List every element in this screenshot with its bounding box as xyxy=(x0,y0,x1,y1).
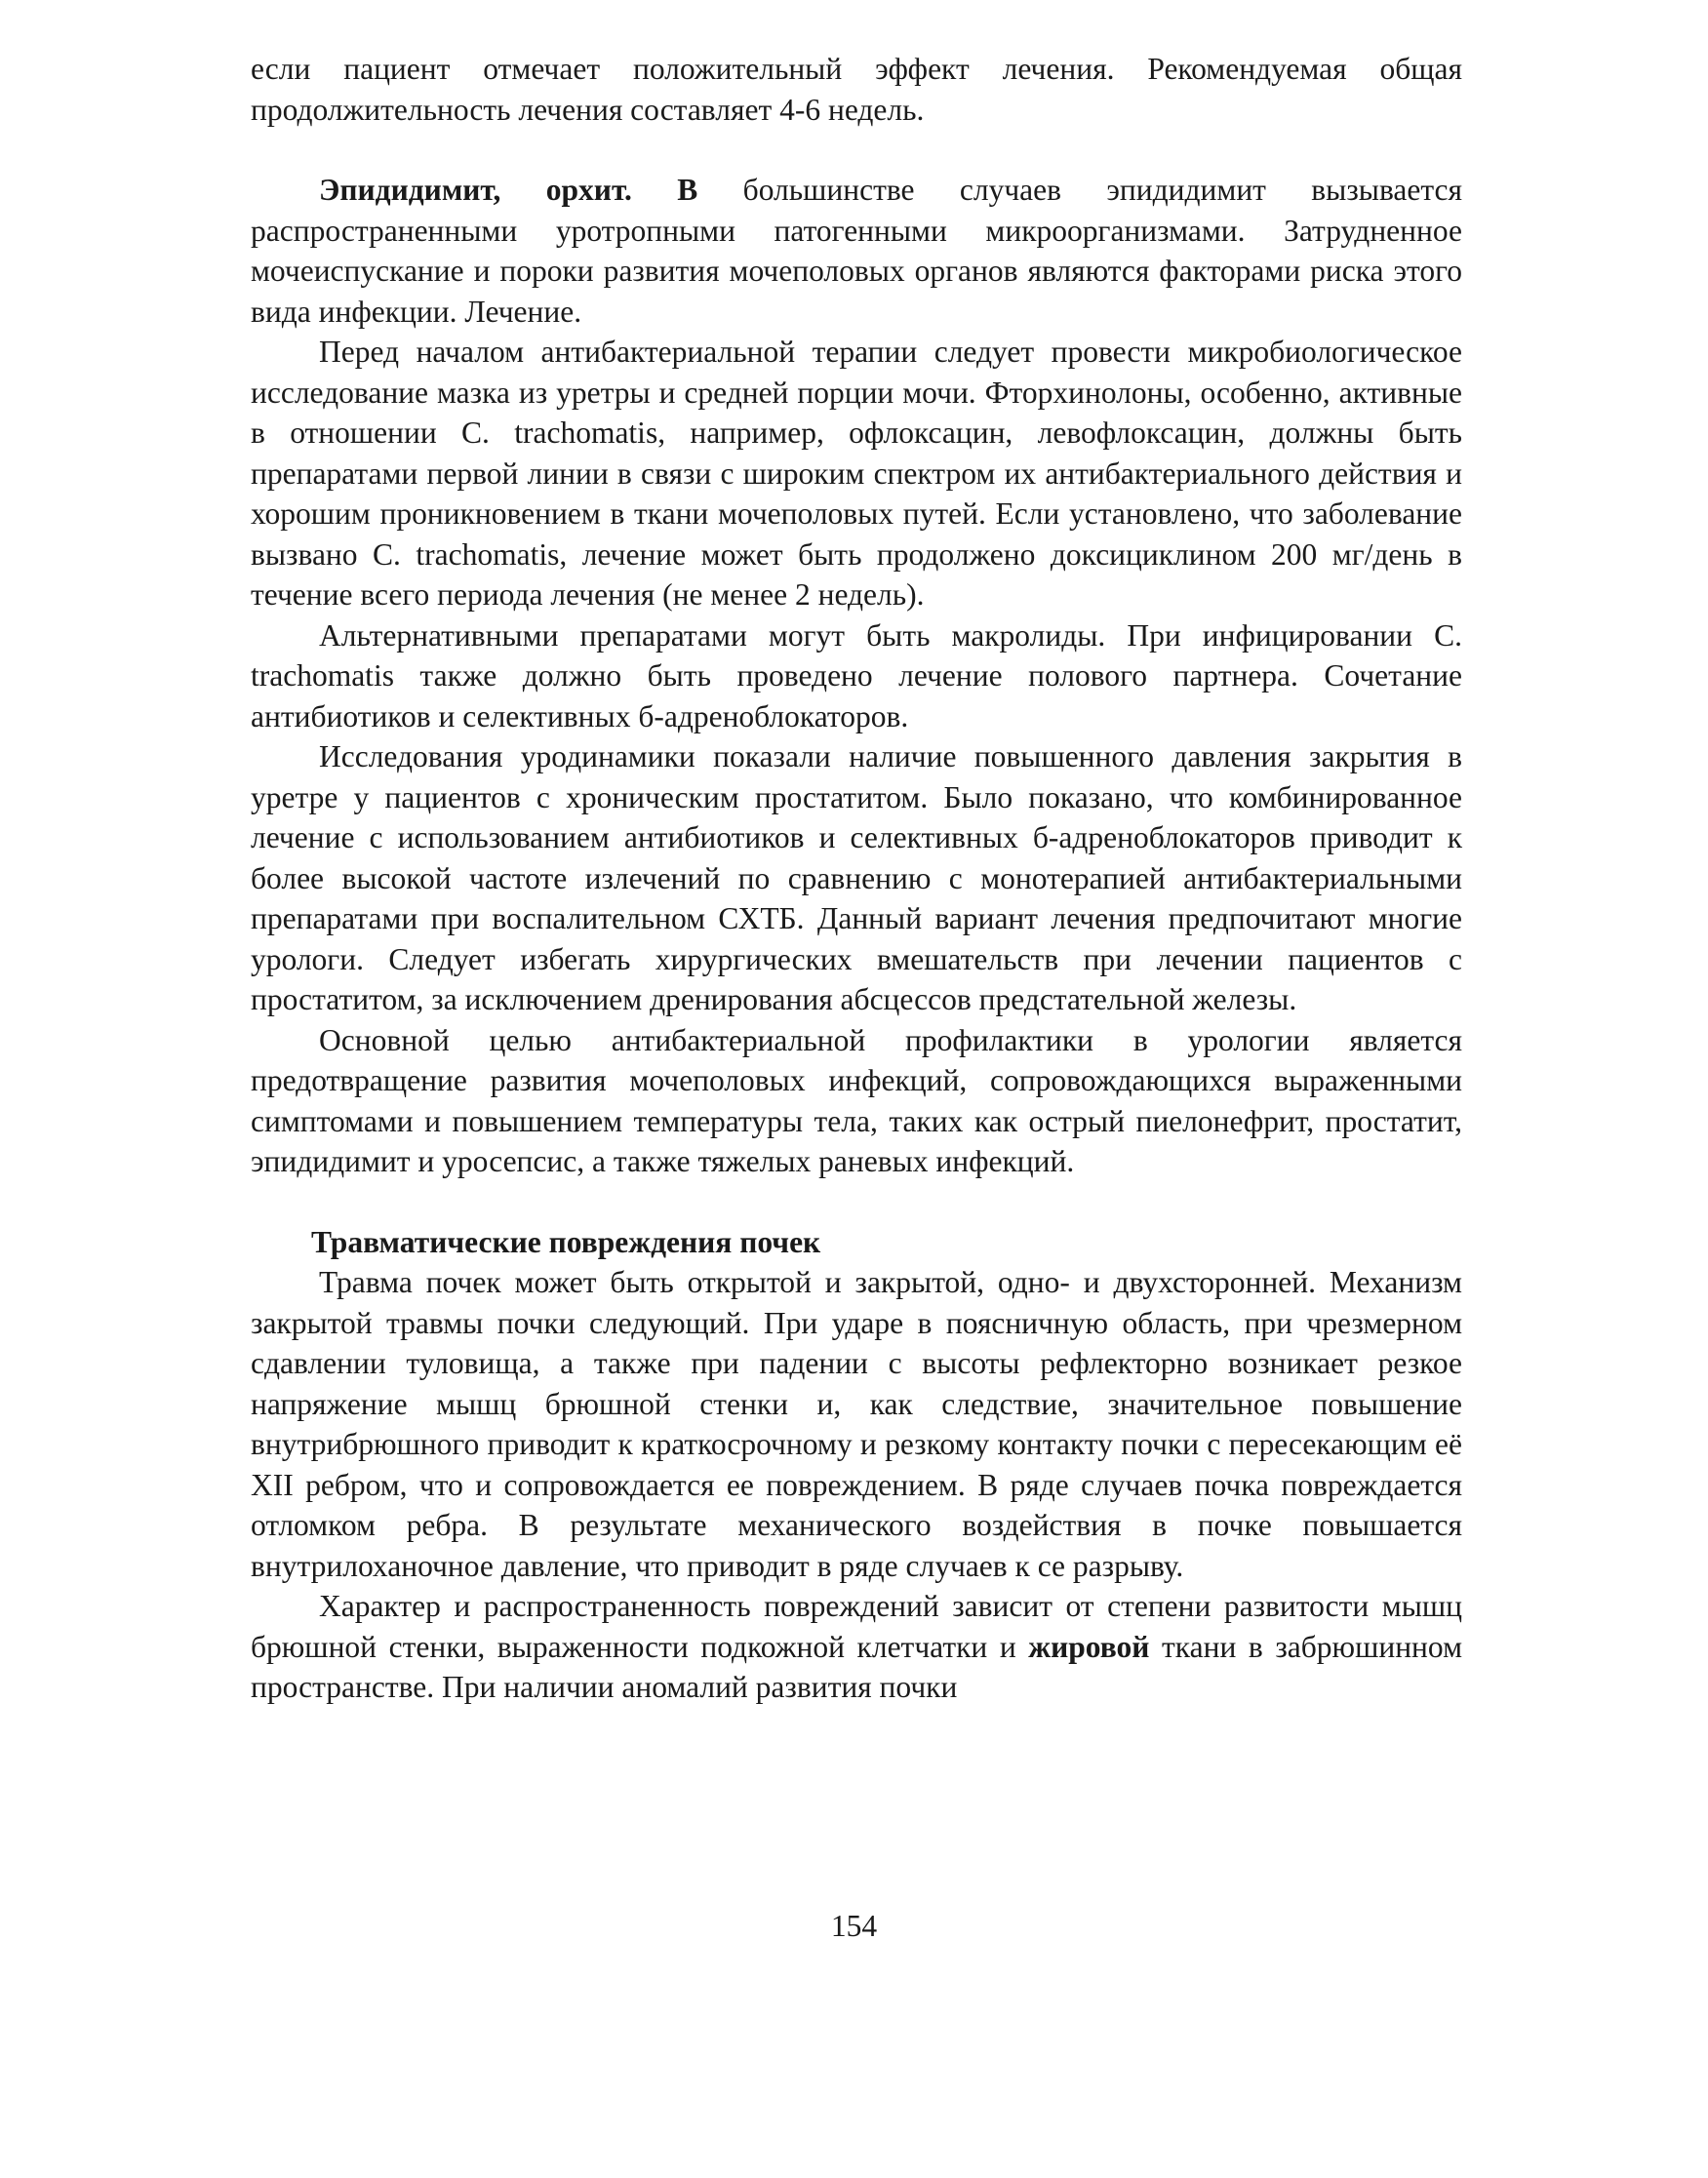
paragraph-alternatives: Альтернативными препаратами могут быть макролиды. При инфицировании C. trachomatis также должно быть проведено лечение полового партнера. Сочетание антибиотиков и селективных б-адреноблокаторов. xyxy=(251,617,1462,733)
paragraph-text: большинстве случаев эпидидимит вызывается распространенными уротропными патогенными микроорганизмами. Затрудненное мочеиспускание и пороки развития мочеполовых органов являются факторами риска этого вида инфекции. Лечение. xyxy=(251,173,1462,329)
paragraph-urodynamics: Исследования уродинамики показали наличие повышенного давления закрытия в уретре у пациентов с хроническим простатитом. Было показано, что комбинированное лечение с использованием антибиотиков и селективных б-адреноблокаторов приводит к более высокой частоте излечений по сравнению с монотерапией антибактериальными препаратами при воспалительном СХТБ. Данный вариант лечения предпочитают многие урологи. Следует избегать хирургических вмешательств при лечении пациентов с простатитом, за исключением дренирования абсцессов предстательной железы. xyxy=(251,739,1462,1016)
spacer xyxy=(251,130,1462,170)
bold-word: жировой xyxy=(1028,1629,1150,1664)
page-body xyxy=(251,49,1462,1708)
paragraph-continuation: если пациент отмечает положительный эффект лечения. Рекомендуемая общая продолжительность лечения составляет 4-6 недель. xyxy=(251,52,1462,127)
page-number: 154 xyxy=(830,1909,878,1943)
paragraph-prophylaxis: Основной целью антибактериальной профилактики в урологии является предотвращение развития мочеполовых инфекций, сопровождающихся выраженными симптомами и повышением температуры тела, таких как острый пиелонефрит, простатит, эпидидимит и уросепсис, а также тяжелых раневых инфекций. xyxy=(251,1022,1462,1178)
paragraph-fluoroquinolones: Перед началом антибактериальной терапии следует провести микробиологическое исследование мазка из уретры и средней порции мочи. Фторхинолоны, особенно, активные в отношении C. trachomatis, например, офлоксацин, левофлоксацин, должны быть препаратами первой линии в связи с широким спектром их антибактериального действия и хорошим проникновением в ткани мочеполовых путей. Если установлено, что заболевание вызвано C. trachomatis, лечение может быть продолжено доксициклином 200 мг/день в течение всего периода лечения (не менее 2 недель). xyxy=(251,335,1462,612)
paragraph-injury-character xyxy=(251,1586,1462,1708)
section-heading: Травматические повреждения почек xyxy=(311,1224,821,1259)
paragraph-text: Характер и распространенность повреждений зависит от степени развитости мышц брюшной стенки, выраженности подкожной клетчатки и xyxy=(251,1589,1462,1664)
paragraph-epididymitis xyxy=(251,170,1462,332)
section-run-in-heading: Эпидидимит, орхит. В xyxy=(319,173,698,207)
paragraph-kidney-trauma: Травма почек может быть открытой и закрытой, одно- и двухсторонней. Механизм закрытой травмы почки следующий. При ударе в поясничную область, при чрезмерном сдавлении туловища, а также при падении с высоты рефлекторно возникает резкое напряжение мышц брюшной стенки и, как следствие, значительное повышение внутрибрюшного приводит к краткосрочному и резкому контакту почки с пересекающим её XII ребром, что и сопровождается ее повреждением. В ряде случаев почка повреждается отломком ребра. В результате механического воздействия в почке повышается внутрилоханочное давление, что приводит в ряде случаев к се разрыву. xyxy=(251,1265,1462,1583)
paragraph-text: ткани в забрюшинном пространстве. При наличии аномалий развития почки xyxy=(251,1629,1463,1704)
spacer xyxy=(251,1182,1462,1222)
